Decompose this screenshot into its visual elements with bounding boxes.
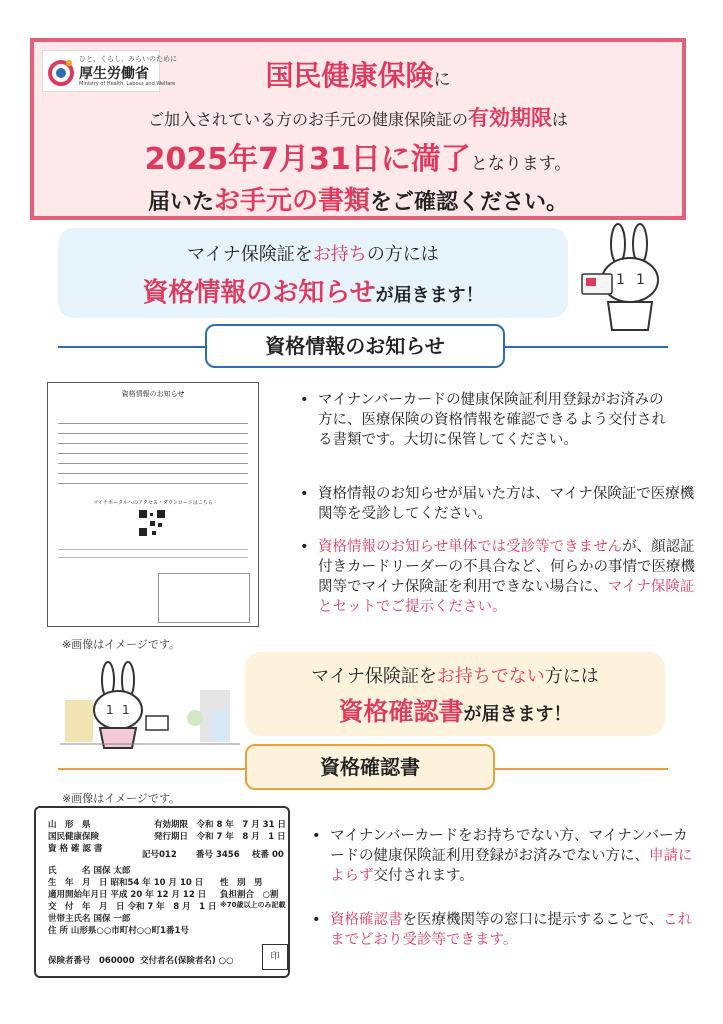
svg-text:1: 1 [616, 272, 625, 288]
card-head: 世帯主氏名 国保 一郎 [48, 914, 131, 924]
bullet-3: • 資格情報のお知らせ単体では受診等できませんが、顔認証付きカードリーダーの不具合など、何らかの事情で医療機関等でマイナ保険証を利用できない場合に、マイナ保険証とセットでご提示ください。 [300, 539, 695, 615]
banner-line-2: ご加入されている方のお手元の健康保険証の有効期限は [147, 106, 569, 130]
card-birth: 生 年 月 日 昭和54 年 10 月 10 日 [48, 878, 204, 888]
card-sex: 性 別 男 [220, 878, 263, 888]
seal-box: 印 [262, 944, 288, 970]
svg-text:1: 1 [636, 272, 645, 288]
svg-text:1: 1 [122, 703, 130, 717]
section2-title: 資格確認書 [245, 744, 495, 790]
card-issued: 発行期日 令和 7 年 8 月 1 日 [154, 832, 286, 842]
image-caption-2: ※画像はイメージです。 [62, 792, 181, 805]
card-pref: 山 形 県 [48, 820, 91, 830]
bubble1-line1: マイナ保険証をお持ちの方には [187, 244, 439, 265]
bullet-2: • 資格情報のお知らせが届いた方は、マイナ保険証で医療機関等を受診してください。 [300, 486, 695, 522]
card-note: ※70歳以上のみ記載 [220, 901, 286, 909]
bullet-1: • マイナンバーカードの健康保険証利用登録がお済みの方に、医療保険の資格情報を確認できるよう交付される書類です。大切に保管してください。 [300, 392, 666, 448]
doc1-portal-text: マイナポータルへのアクセス・ダウンロードはこちら [93, 500, 213, 506]
card-type: 国民健康保険 [48, 832, 100, 842]
logo-english: Ministry of Health, Labour and Welfare [79, 81, 176, 87]
mascot-rabbit-scene-icon [60, 660, 240, 750]
bubble2-line2: 資格確認書が届きます！ [338, 697, 572, 726]
banner-line-4: 届いたお手元の書類をご確認ください。 [147, 186, 569, 216]
card-name: 氏 名 国保 太郎 [48, 866, 131, 876]
card-edaban: 枝番 00 [252, 850, 284, 860]
svg-text:1: 1 [106, 703, 114, 717]
doc1-title: 資格情報のお知らせ [121, 390, 185, 398]
logo-tagline: ひと、くらし、みらいのために [79, 55, 177, 63]
bullet-4: • マイナンバーカードをお持ちでない方、マイナンバーカードの健康保険証利用登録がお済みでない方に、申請によらず交付されます。 [312, 828, 693, 884]
bubble1-line2: 資格情報のお知らせが届きます！ [142, 278, 484, 308]
doc1-cutout [158, 573, 250, 623]
card-kigo: 記号012 [142, 850, 177, 860]
card-issuer: 交付者名(保険者名) ○○ [140, 956, 234, 966]
card-title: 資 格 確 認 書 [48, 844, 103, 854]
card-insurer: 保険者番号 060000 [48, 956, 135, 966]
section1-title: 資格情報のお知らせ [205, 324, 505, 368]
card-bango: 番号 3456 [196, 850, 240, 860]
card-addr: 住 所 山形県○○市町村○○町1番1号 [48, 926, 189, 936]
bubble2-line1: マイナ保険証をお持ちでない方には [311, 666, 599, 687]
card-issue: 交 付 年 月 日 令和 7 年 8 月 1 日 [48, 902, 217, 912]
eligibility-notice-image [47, 382, 259, 627]
speech-bubble-non-holders [245, 652, 665, 736]
card-start: 適用開始年月日 平成 20 年 12 月 12 日 [48, 890, 207, 900]
card-ratio: 負担割合 ○割 [220, 890, 279, 900]
card-valid: 有効期限 令和 8 年 7 月 31 日 [154, 820, 286, 830]
banner-line-3: 2025年7月31日に満了となります。 [144, 142, 572, 177]
notice-banner [30, 38, 686, 220]
bullet-5: • 資格確認書を医療機関等の窓口に提示することで、これまでどおり受診等できます。 [312, 912, 693, 948]
image-caption-1: ※画像はイメージです。 [62, 638, 181, 651]
mascot-rabbit-icon [578, 222, 678, 332]
qr-code-icon [138, 509, 166, 537]
logo-name: 厚生労働省 [79, 66, 149, 82]
banner-line-1: 国民健康保険に [265, 59, 451, 92]
speech-bubble-card-holders [58, 228, 568, 318]
eligibility-certificate-image [34, 806, 290, 978]
